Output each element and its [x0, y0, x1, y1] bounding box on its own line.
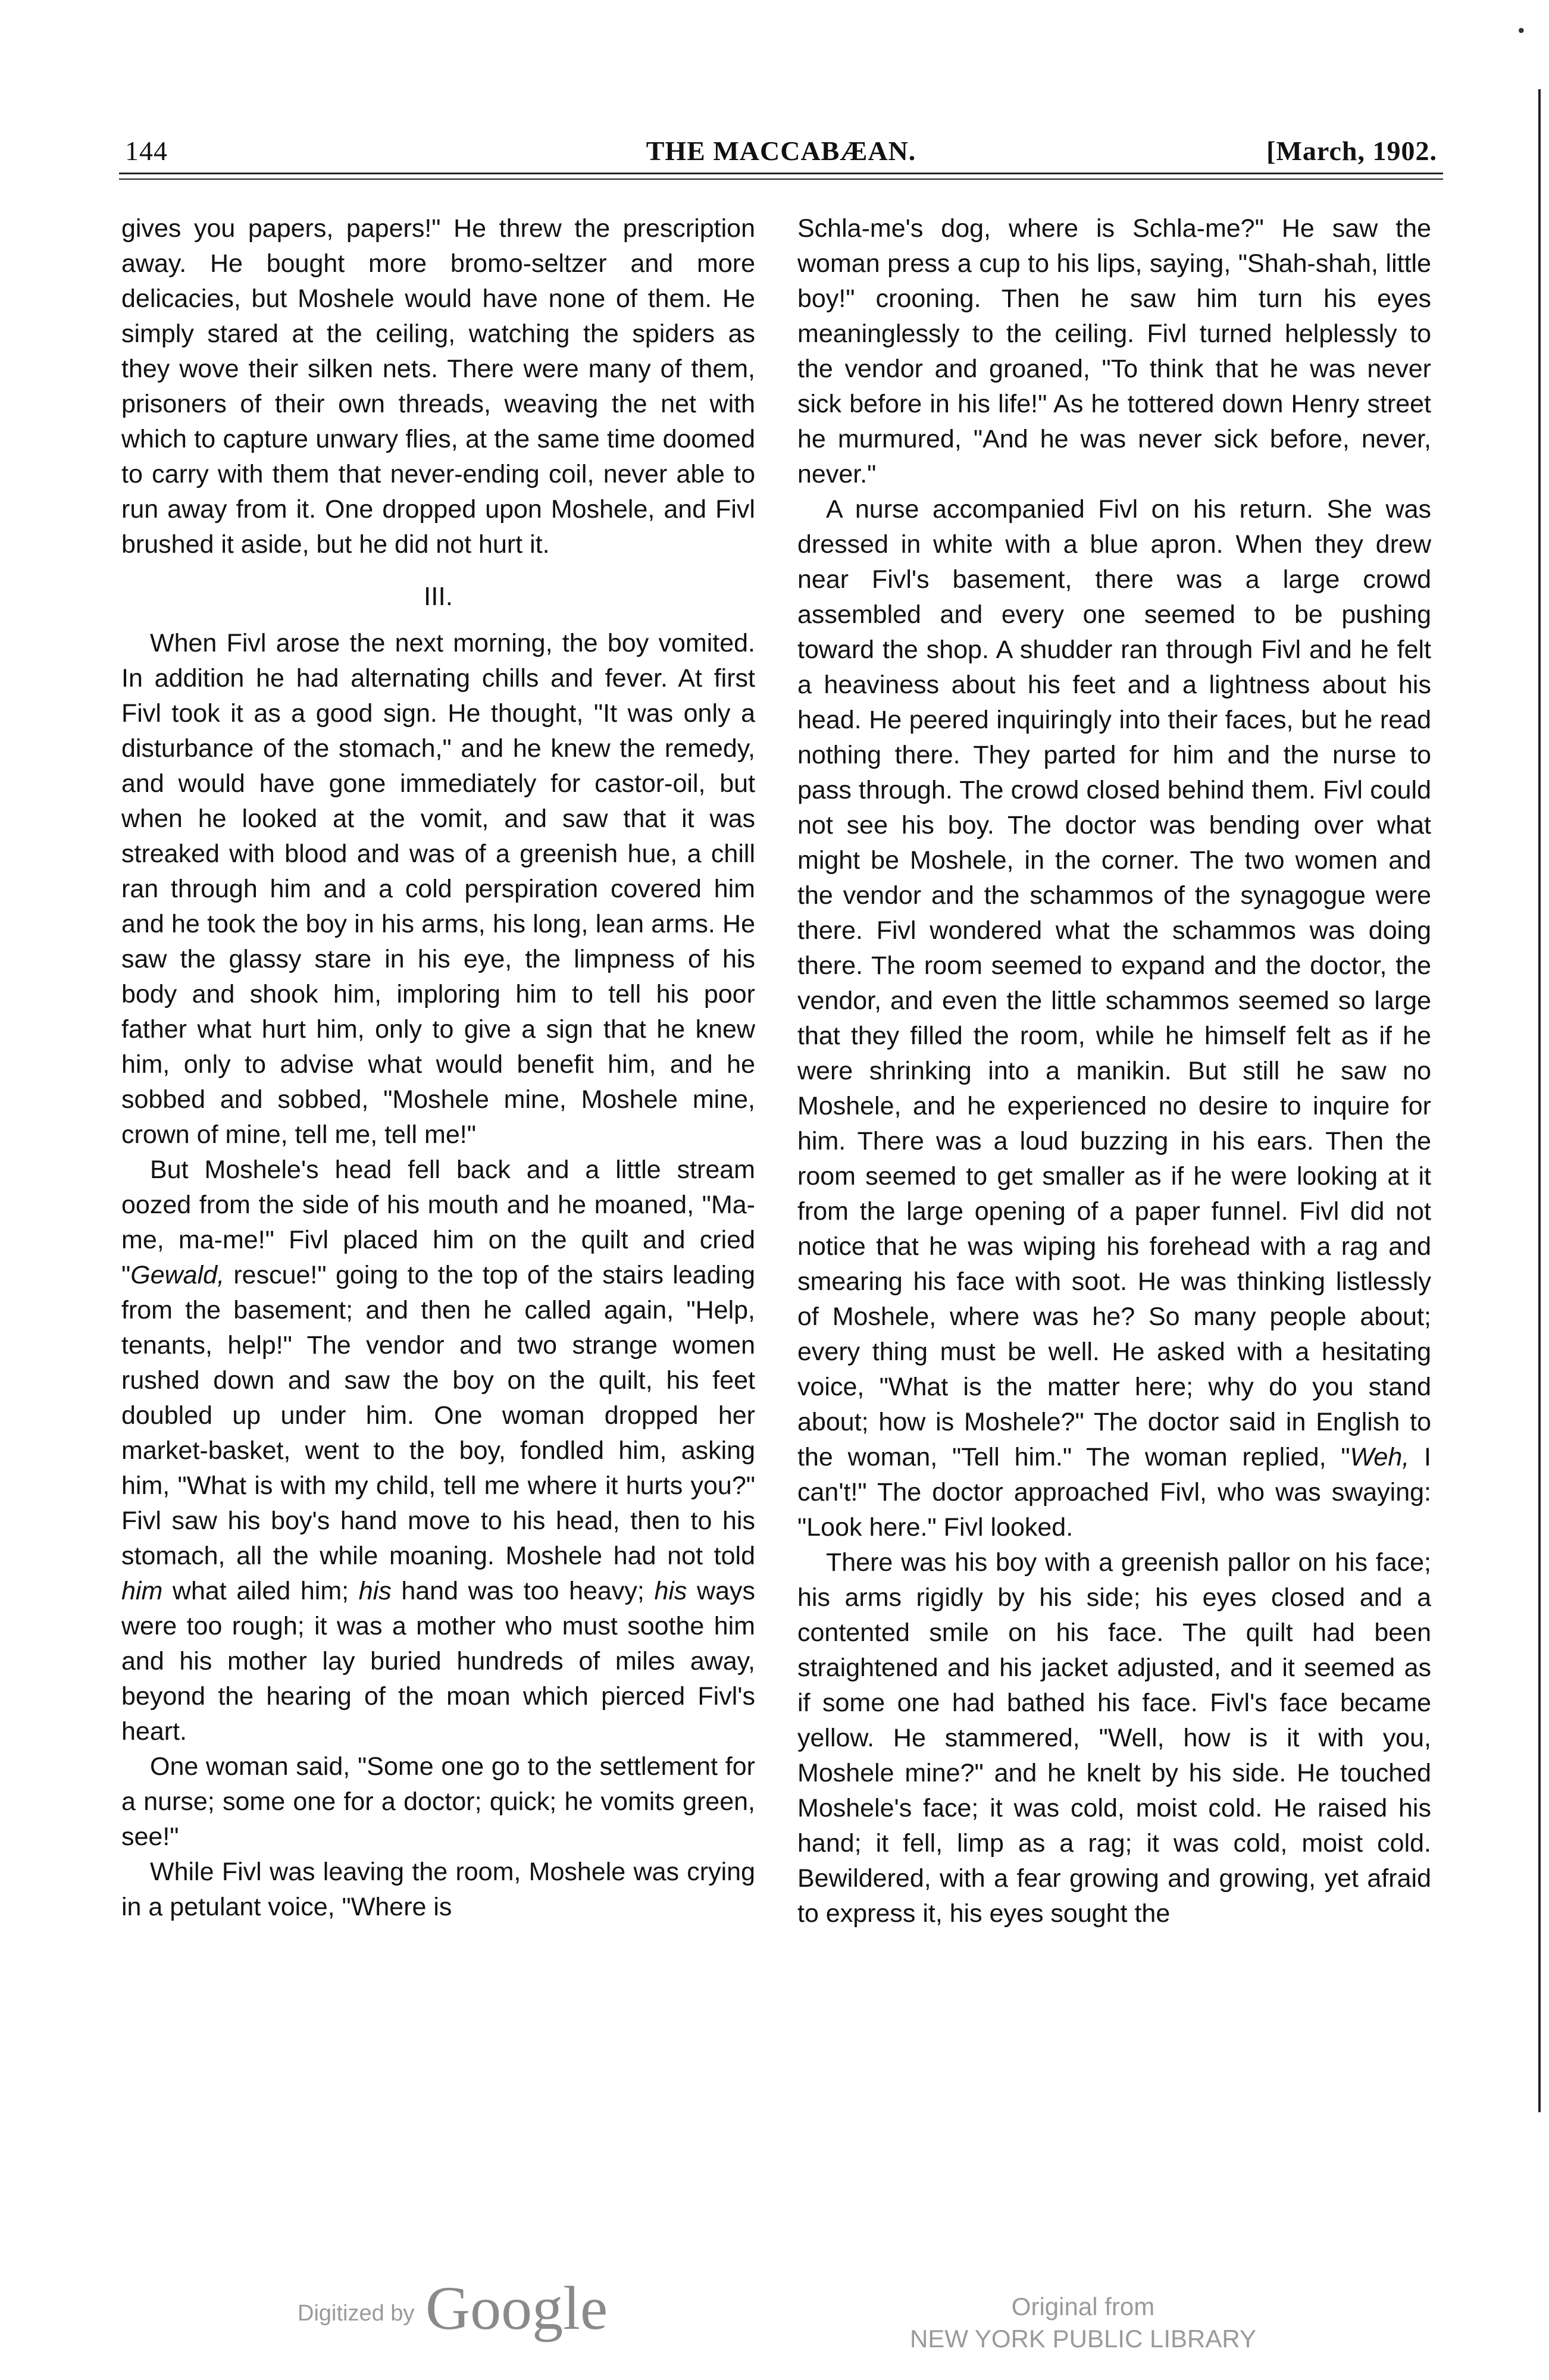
left-column: [121, 211, 755, 2145]
italic-word: Weh,: [1350, 1443, 1410, 1471]
page-header: [125, 132, 1437, 170]
original-from-text: Original from: [1011, 2293, 1155, 2320]
header-rule-secondary: [119, 178, 1443, 180]
library-name: NEW YORK PUBLIC LIBRARY: [910, 2325, 1256, 2353]
paragraph: There was his boy with a greenish pallor on his face; his arms rigidly by his side; his eyes closed and a contented smile on his face. The quilt had been straightened and his jacket adjusted, and it seemed as if some one had bathed his face. Fivl's face became yellow. He stammered, "Well, how is it with you, Moshele mine?" and he knelt by his side. He touched Moshele's face; it was cold, moist cold. He raised his hand; it fell, limp as a rag; it was cold, moist cold. Bewildered, with a fear growing and growing, yet afraid to express it, his eyes sought the: [797, 1548, 1431, 1928]
header-rule: [119, 173, 1443, 174]
paragraph: When Fivl arose the next morning, the boy vomited. In addition he had alternating chills and fever. At first Fivl took it as a good sign. He thought, "It was only a disturbance of the stomach," and he knew the remedy, and would have gone immediately for castor-oil, but when he looked at the vomit, and saw that it was streaked with blood and was of a greenish hue, a chill ran through him and a cold perspiration covered him and he took the boy in his arms, his long, lean arms. He saw the glassy stare in his eye, the limpness of his body and shook him, imploring him to tell his poor father what hurt him, only to give a sign that he knew him, only to advise what would benefit him, and he sobbed and sobbed, "Moshele mine, Moshele mine, crown of mine, tell me, tell me!": [121, 629, 755, 1149]
paragraph: One woman said, "Some one go to the settlement for a nurse; some one for a doctor; quick; he vomits green, see!": [121, 1752, 755, 1851]
text-run: what ailed him;: [162, 1577, 359, 1605]
italic-word: his: [654, 1577, 687, 1605]
paragraph: [797, 492, 1431, 1545]
text-run: hand was too heavy;: [391, 1577, 655, 1605]
section-heading: III.: [424, 582, 453, 611]
text-run: But Moshele's head fell back and a little stream oozed from the side of his mouth and he moaned, "Ma-me, ma-me!" Fivl placed him on the quilt and cried ": [121, 1155, 755, 1289]
italic-word: Gewald,: [130, 1261, 225, 1289]
journal-title: THE MACCABÆAN.: [646, 136, 916, 166]
paragraph: Schla-me's dog, where is Schla-me?" He saw the woman press a cup to his lips, saying, "Shah-shah, little boy!" crooning. Then he saw him turn his eyes meaninglessly to the ceiling. Fivl turned helplessly to the vendor and groaned, "To think that he was never sick before in his life!" As he tottered down Henry street he murmured, "And he was never sick before, never, never.": [797, 214, 1431, 488]
page-edge-line: [1538, 89, 1541, 2112]
paragraph: gives you papers, papers!" He threw the prescription away. He bought more bromo-seltzer and more delicacies, but Moshele would have none of them. He simply stared at the ceiling, watching the spiders as they wove their silken nets. There were many of them, prisoners of their own threads, weaving the net with which to capture unwary flies, at the same time doomed to carry with them that never-ending coil, never able to run away from it. One dropped upon Moshele, and Fivl brushed it aside, but he did not hurt it.: [121, 214, 755, 559]
margin-dot: •: [1517, 18, 1525, 42]
italic-word: him: [121, 1577, 163, 1605]
text-run: ways were too rough; it was a mother who must soothe him and his mother lay buried hundreds of miles away, beyond the hearing of the moan which pierced Fivl's heart.: [121, 1577, 756, 1746]
digitized-by-footer: [298, 2273, 608, 2344]
issue-date: [March, 1902.: [1266, 136, 1437, 166]
italic-word: his: [358, 1577, 392, 1605]
page-number: 144: [125, 136, 168, 166]
right-column: [797, 211, 1431, 2145]
source-library-footer: [905, 2291, 1262, 2355]
paragraph: While Fivl was leaving the room, Moshele was crying in a petulant voice, "Where is: [121, 1858, 755, 1921]
text-run: I can't!" The doctor approached Fivl, who was swaying: "Look here." Fivl looked.: [797, 1443, 1431, 1542]
text-run: A nurse accompanied Fivl on his return. She was dressed in white with a blue apron. When they drew near Fivl's basement, there was a large crowd assembled and every one seemed to be pushing toward the shop. A shudder ran through Fivl and he felt a heaviness about his feet and a lightness about his head. He peered inquiringly into their faces, but he read nothing there. They parted for him and the nurse to pass through. The crowd closed behind them. Fivl could not see his boy. The doctor was bending over what might be Moshele, in the corner. The two women and the vendor and the schammos of the synagogue were there. Fivl wondered what the schammos was doing there. The room seemed to expand and the doctor, the vendor, and even the little schammos seemed so large that they filled the room, while he himself felt as if he were shrinking into a manikin. But still he saw no Moshele, and he experienced no desire to inquire for him. There was a loud buzzing in his ears. Then the room seemed to get smaller as if he were looking at it from the large opening of a paper funnel. Fivl did not notice that he was wiping his forehead with a rag and smearing his face with soot. He was thinking listlessly of Moshele, where was he? So many people about; every thing must be well. He asked with a hesitating voice, "What is the matter here; why do you stand about; how is Moshele?" The doctor said in English to the woman, "Tell him." The woman replied, ": [797, 495, 1431, 1471]
google-logo: Google: [425, 2274, 608, 2343]
text-run: rescue!" going to the top of the stairs leading from the basement; and then he called again, "Help, tenants, help!" The vendor and two strange women rushed down and saw the boy on the quilt, his feet doubled up under him. One woman dropped her market-basket, went to the boy, fondled him, asking him, "What is with my child, tell me where it hurts you?" Fivl saw his boy's hand move to his head, then to his stomach, all the while moaning. Moshele had not told: [121, 1261, 755, 1570]
paragraph: [121, 1153, 755, 1749]
digitized-by-text: Digitized by: [298, 2301, 415, 2326]
